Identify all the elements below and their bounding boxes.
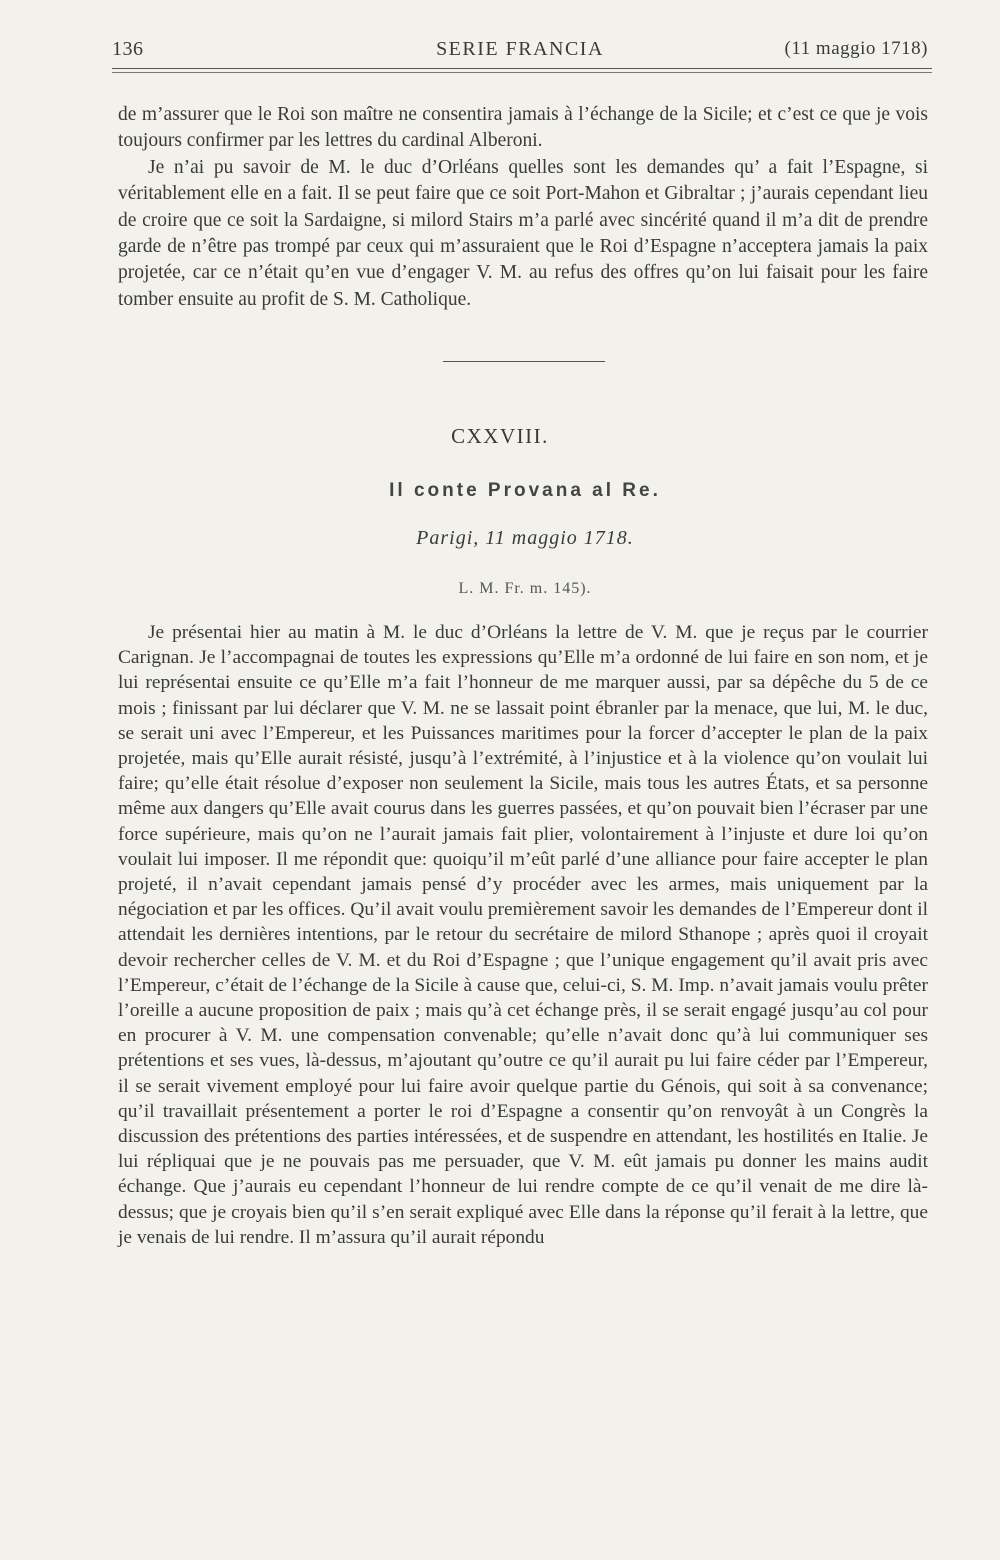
- document-number: CXXVIII.: [451, 424, 549, 448]
- header-rule-secondary: [112, 72, 932, 73]
- series-title: SERIE FRANCIA: [436, 38, 604, 60]
- previous-letter-text: [118, 102, 928, 313]
- document-place-date: Parigi, 11 maggio 1718.: [416, 527, 634, 549]
- running-header: [112, 38, 928, 64]
- page-number: 136: [112, 38, 144, 60]
- letter-body: [118, 620, 928, 1250]
- paragraph: Je présentai hier au matin à M. le duc d’Orléans la lettre de V. M. que je reçus par le courrier Carignan. Je l’accompagnai de toutes les expressions qu’Elle m’a ordonné de lui faire en son nom, et je lui représentai ensuite ce qu’Elle m’a fait l’honneur de me marquer aussi, par sa dépêche du 5 de ce mois ; finissant par lui déclarer que V. M. ne se lassait point ébranler par la menace, que lui, M. le duc, se serait uni avec l’Empereur, et les Puissances maritimes pour la forcer d’accepter le plan de la paix projetée, mais qu’Elle aurait résisté, jusqu’à l’extrémité, à l’injustice et à la violence qu’on voulait lui faire; qu’elle était résolue d’exposer non seulement la Sicile, mais tous les autres États, et sa personne même aux dangers qu’Elle avait courus dans les guerres passées, et qu’on pouvait bien l’écraser par une force supérieure, mais qu’on ne l’aurait jamais fait plier, volontairement à l’injuste et dure loi qu’on voulait lui imposer. Il me répondit que: quoiqu’il m’eût parlé d’une alliance pour faire accepter le plan projeté, il n’avait cependant jamais pensé d’y procéder avec les armes, mais uniquement par la négociation et par les offices. Qu’il avait voulu premièrement savoir les demandes de l’Empereur dont il attendait les dernières intentions, par le retour du secrétaire de milord Sthanope ; après quoi il croyait devoir rechercher celles de V. M. et du Roi d’Espagne ; que l’unique engagement qu’il avait pris avec l’Empereur, c’était de l’échange de la Sicile à cause que, celui-ci, S. M. Imp. n’avait jamais voulu prêter l’oreille a aucune proposition de paix ; mais qu’à cet échange près, il se serait engagé jusqu’au col pour en procurer à V. M. une compensation convenable; qu’elle n’avait donc qu’à lui communiquer ses prétentions et ses vues, là-dessus, m’ajoutant qu’outre ce qu’il aurait pu lui faire céder par l’Empereur, il se serait vivement employé pour lui faire avoir quelque partie du Génois, qui soit à sa convenance; qu’il travaillait présentement a porter le roi d’Espagne a consentir qu’on renvoyât à un Congrès la discussion des prétentions des parties intéressées, et de suspendre en attendant, les hostilités en Italie. Je lui répliquai que je ne pouvais pas me persuader, que V. M. eût jamais pu donner les mains audit échange. Que j’aurais eu cependant l’honneur de lui rendre compte de ce qu’il venait de me dire là-dessus; que je croyais bien qu’il s’en serait expliqué avec Elle dans la réponse qu’il ferait à la lettre, que je venais de lui rendre. Il m’assura qu’il aurait répondu: [118, 622, 928, 1248]
- header-rule: [112, 68, 932, 69]
- section-separator: [443, 361, 605, 362]
- document-source: L. M. Fr. m. 145).: [458, 580, 592, 597]
- paragraph: de m’assurer que le Roi son maître ne consentira jamais à l’échange de la Sicile; et c’est ce que je vois toujours confirmer par les lettres du cardinal Alberoni.: [118, 104, 928, 152]
- header-date: (11 maggio 1718): [784, 38, 928, 59]
- paragraph: Je n’ai pu savoir de M. le duc d’Orléans quelles sont les demandes qu’ a fait l’Espagne, si véritablement elle en a fait. Il se peut faire que ce soit Port-Mahon et Gibraltar ; j’aurais cependant lieu de croire que ce soit la Sardaigne, si milord Stairs m’a parlé avec sincérité quand il m’a dit de prendre garde de n’être pas trompé par ceux qui m’assuraient que le Roi d’Espagne n’acceptera jamais la paix projetée, car ce n’était qu’en vue d’engager V. M. au refus des offres qu’on lui faisait pour les faire tomber ensuite au profit de S. M. Catholique.: [118, 156, 928, 310]
- document-title: Il conte Provana al Re.: [389, 480, 661, 501]
